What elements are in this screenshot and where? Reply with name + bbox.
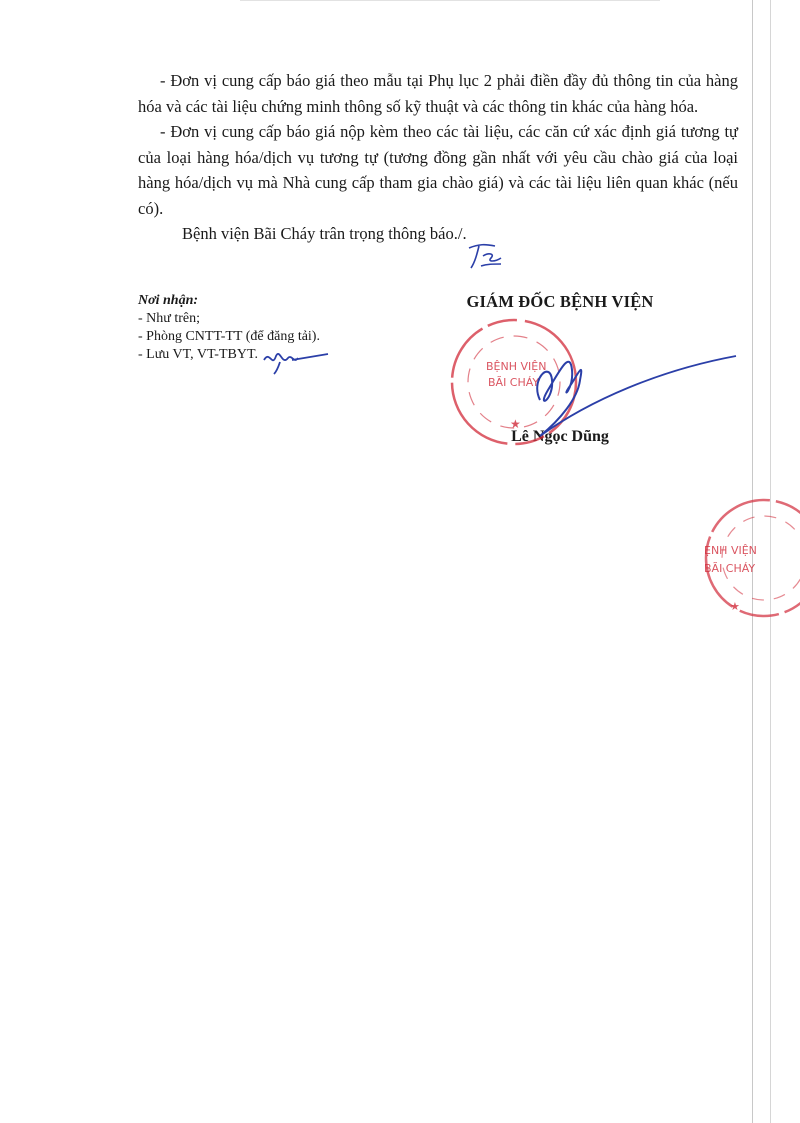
paragraph-attachments: - Đơn vị cung cấp báo giá nộp kèm theo các tài liệu, các căn cứ xác định giá tương tự của loại hàng hóa/dịch vụ tương tự (tương đồng gần nhất với yêu cầu chào giá của loại hàng hóa/dịch vụ mà Nhà cung cấp tham gia chào giá) và các tài liệu liên quan khác (nếu có). xyxy=(138,122,738,218)
recipient-item: - Phòng CNTT-TT (để đăng tải). xyxy=(138,329,320,344)
closing-initials-signature xyxy=(465,242,505,272)
svg-text:★: ★ xyxy=(510,417,521,431)
paragraph-quote-form: - Đơn vị cung cấp báo giá theo mẫu tại Phụ lục 2 phải điền đầy đủ thông tin của hàng hóa và các tài liệu chứng minh thông số kỹ thuật và các thông tin khác của hàng hóa. xyxy=(138,71,738,116)
document-body xyxy=(138,68,738,247)
svg-text:ẸNH VIỆN: ẸNH VIỆN xyxy=(704,544,757,557)
closing-text: Bệnh viện Bãi Cháy trân trọng thông báo./. xyxy=(182,224,467,243)
svg-text:★: ★ xyxy=(730,600,740,613)
svg-text:BỆNH VIỆN: BỆNH VIỆN xyxy=(486,360,547,373)
recipients-initials-signature xyxy=(262,346,332,376)
page-edge-seal-stamp xyxy=(690,496,800,626)
recipients-title: Nơi nhận: xyxy=(138,293,199,308)
closing-line xyxy=(138,221,738,247)
top-border-line xyxy=(240,0,660,1)
signer-title: GIÁM ĐỐC BỆNH VIỆN xyxy=(466,292,654,311)
signer-name: Lê Ngọc Dũng xyxy=(511,428,609,445)
svg-text:BÃI CHÁY: BÃI CHÁY xyxy=(704,562,756,575)
svg-text:BÃI CHÁY: BÃI CHÁY xyxy=(488,376,540,389)
recipient-item: - Như trên; xyxy=(138,311,201,326)
recipient-item: - Lưu VT, VT-TBYT. xyxy=(138,347,258,362)
director-signature xyxy=(500,340,760,450)
